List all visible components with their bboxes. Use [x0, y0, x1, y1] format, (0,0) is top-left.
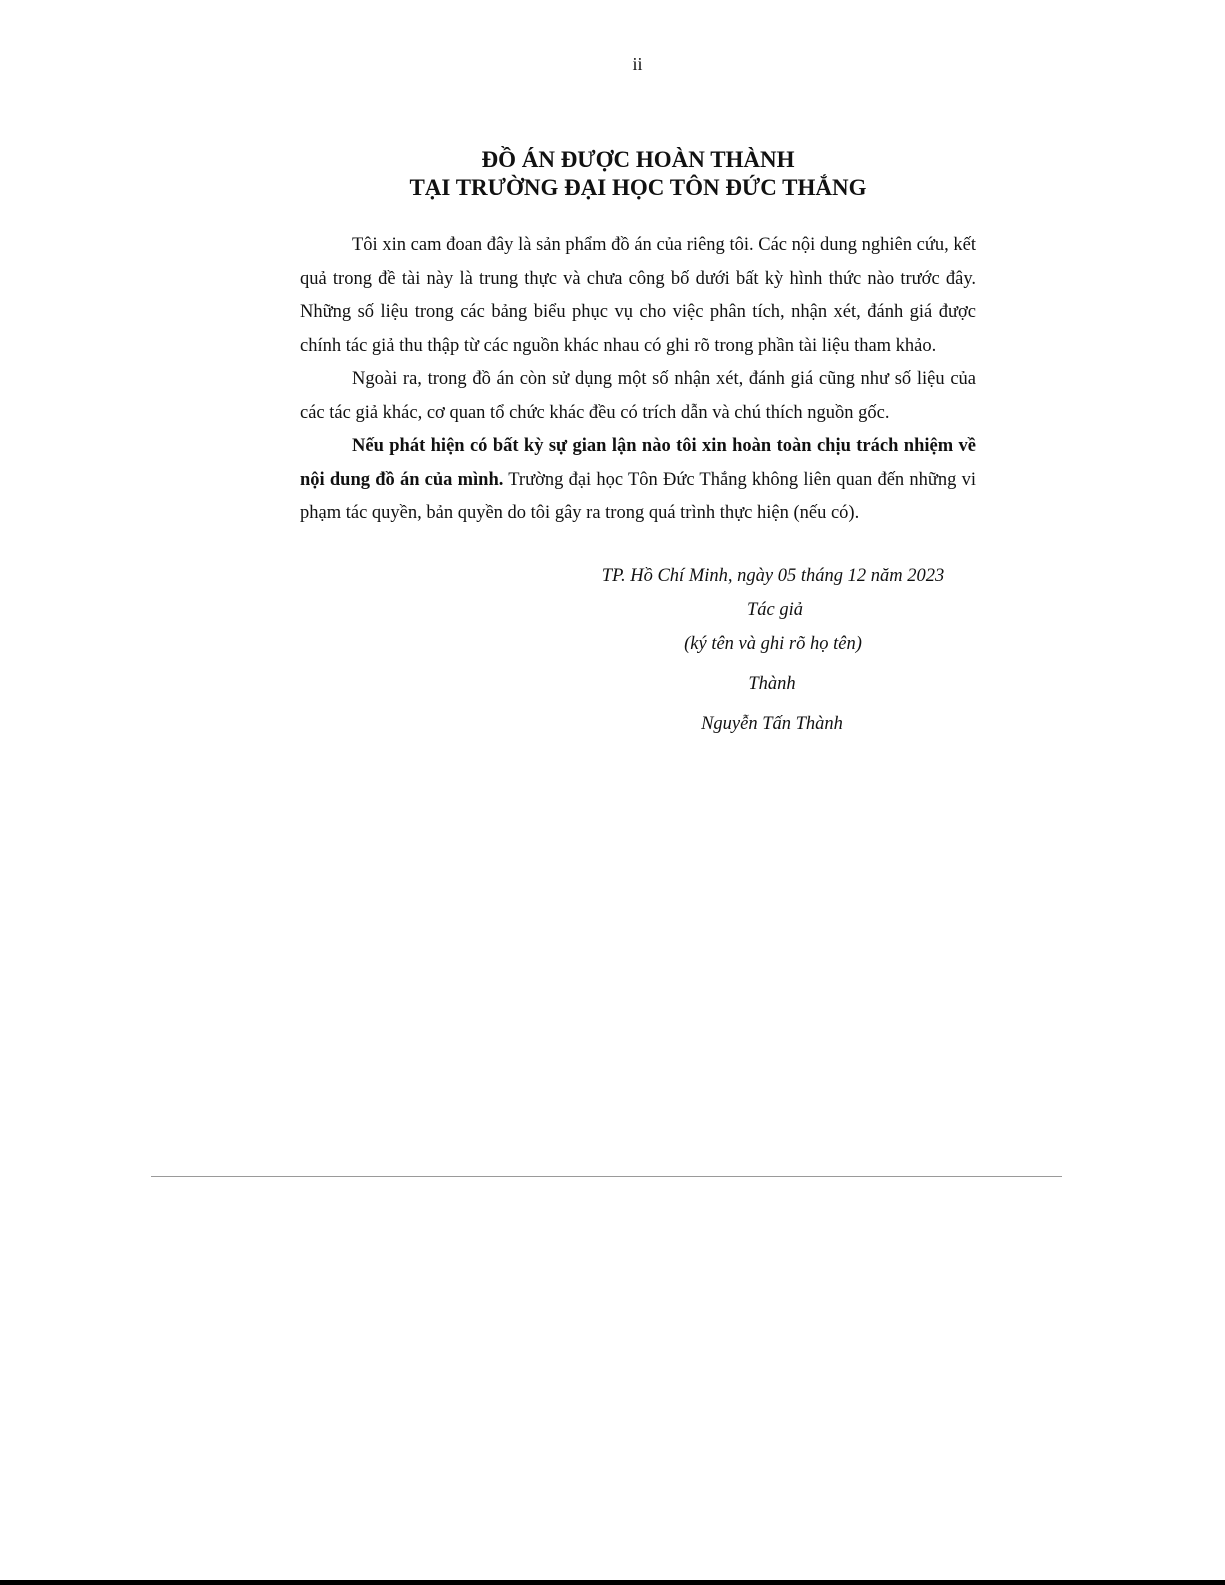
author-name: Nguyễn Tấn Thành	[701, 714, 843, 734]
paragraph-2: Ngoài ra, trong đồ án còn sử dụng một số nhận xét, đánh giá cũng như số liệu của các tác giả khác, cơ quan tổ chức khác đều có trích dẫn và chú thích nguồn gốc.	[300, 369, 976, 423]
declaration-body	[300, 229, 976, 531]
page-number: ii	[632, 54, 643, 74]
signature-role: Tác giả	[746, 600, 803, 620]
handwritten-signature: Thành	[748, 674, 796, 694]
title-line-2: TẠI TRƯỜNG ĐẠI HỌC TÔN ĐỨC THẮNG	[409, 175, 867, 200]
page-bottom-edge	[0, 1580, 1225, 1585]
paragraph-1: Tôi xin cam đoan đây là sản phẩm đồ án của riêng tôi. Các nội dung nghiên cứu, kết quả trong đề tài này là trung thực và chưa công bố dưới bất kỳ hình thức nào trước đây. Những số liệu trong các bảng biểu phục vụ cho việc phân tích, nhận xét, đánh giá được chính tác giả thu thập từ các nguồn khác nhau có ghi rõ trong phần tài liệu tham khảo.	[300, 235, 976, 356]
paragraph-3-rest: Trường đại học Tôn Đức Thắng không liên quan đến những vi phạm tác quyền, bản quyền do tôi gây ra trong quá trình thực hiện (nếu có).	[300, 469, 976, 523]
signature-date: TP. Hồ Chí Minh, ngày 05 tháng 12 năm 2023	[601, 566, 945, 586]
footer-divider	[151, 1176, 1062, 1177]
paragraph-3-bold: Nếu phát hiện có bất kỳ sự gian lận nào tôi xin hoàn toàn chịu trách nhiệm về nội dung đồ án của mình.	[300, 436, 976, 490]
title-line-1: ĐỒ ÁN ĐƯỢC HOÀN THÀNH	[481, 147, 795, 172]
page-title	[300, 146, 976, 202]
paragraph-3	[300, 430, 976, 531]
signature-note: (ký tên và ghi rõ họ tên)	[684, 634, 862, 654]
